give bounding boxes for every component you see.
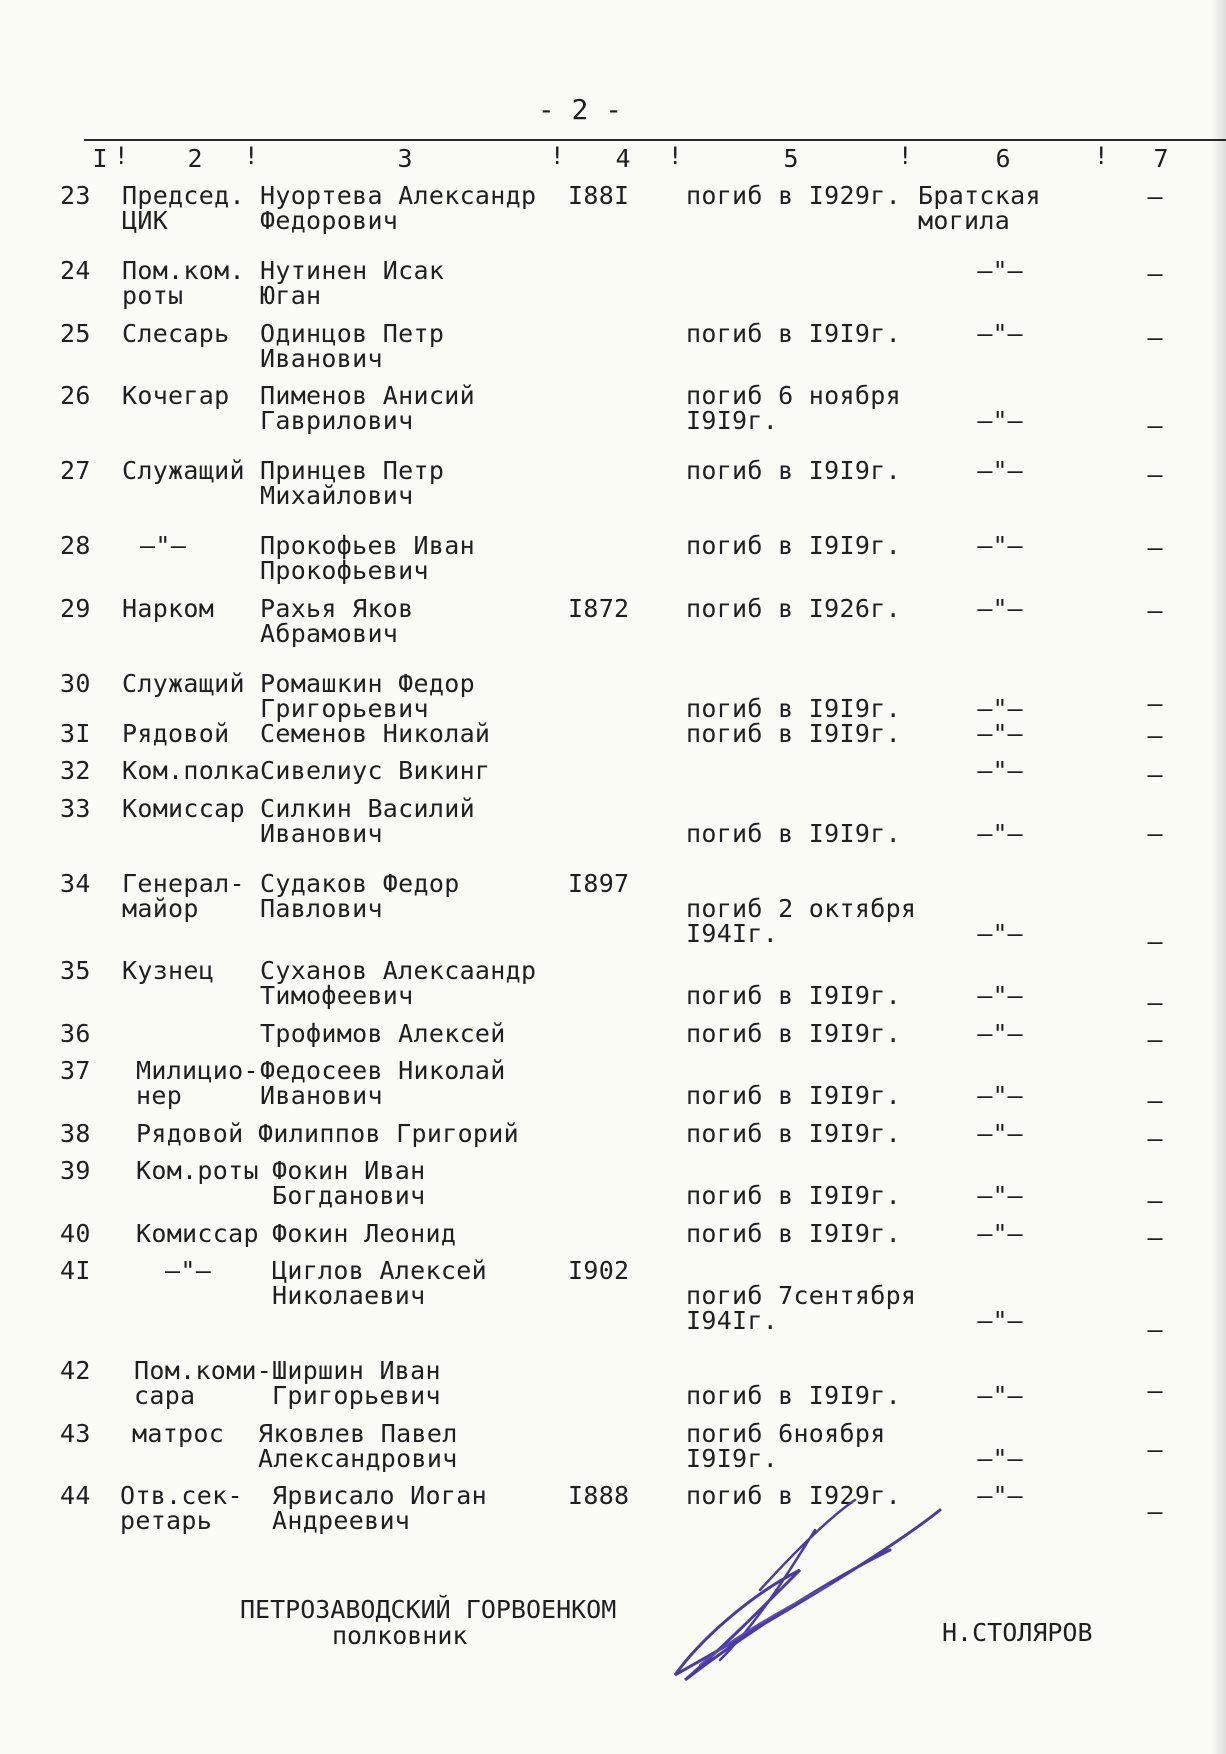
row-col7: – xyxy=(1147,927,1163,956)
row-col7: – xyxy=(1147,182,1163,211)
row-fate: погиб в I926г. xyxy=(686,594,901,623)
row-fate: погиб в I9I9г. xyxy=(686,1019,901,1048)
row-name: Юган xyxy=(260,281,322,310)
row-birth-year: I888 xyxy=(568,1481,630,1510)
row-name: Филиппов Григорий xyxy=(258,1119,519,1148)
row-number: 42 xyxy=(60,1356,91,1385)
handwritten-signature xyxy=(640,1490,990,1690)
row-name: Пименов Анисий xyxy=(260,381,475,410)
row-number: 26 xyxy=(60,381,91,410)
row-burial: –"– xyxy=(977,1219,1023,1248)
row-fate: погиб в I9I9г. xyxy=(686,1119,901,1148)
row-fate: погиб 6ноября xyxy=(686,1419,886,1448)
signature-name: Н.СТОЛЯРОВ xyxy=(942,1618,1093,1647)
row-position: Пом.ком. xyxy=(122,256,245,285)
row-number: 24 xyxy=(60,256,91,285)
row-number: 34 xyxy=(60,869,91,898)
row-col7: – xyxy=(1147,1124,1163,1153)
row-name: Нуортева Александр xyxy=(260,181,537,210)
row-fate: погиб в I9I9г. xyxy=(686,1381,901,1410)
row-burial: –"– xyxy=(977,1306,1023,1335)
row-col7: – xyxy=(1147,1086,1163,1115)
row-name: Тимофеевич xyxy=(260,981,414,1010)
row-number: 38 xyxy=(60,1119,91,1148)
row-col7: – xyxy=(1147,596,1163,625)
row-col7: – xyxy=(1147,1315,1163,1344)
row-burial: –"– xyxy=(977,1181,1023,1210)
row-fate: погиб в I9I9г. xyxy=(686,819,901,848)
row-name: Судаков Федор xyxy=(260,869,460,898)
row-position: сара xyxy=(134,1381,196,1410)
row-fate: I94Iг. xyxy=(686,1306,779,1335)
row-name: Богданович xyxy=(272,1181,426,1210)
row-col7: – xyxy=(1147,689,1163,718)
row-position: Председ. xyxy=(122,181,245,210)
row-name: Гаврилович xyxy=(260,406,414,435)
page-number: - 2 - xyxy=(537,93,623,126)
row-name: Нутинен Исак xyxy=(260,256,445,285)
row-fate: погиб 7сентября xyxy=(686,1281,917,1310)
row-col7: – xyxy=(1147,988,1163,1017)
row-number: 32 xyxy=(60,756,91,785)
row-burial: –"– xyxy=(977,531,1023,560)
row-name: Федосеев Николай xyxy=(260,1056,506,1085)
signature-org: ПЕТРОЗАВОДСКИЙ ГОРВОЕНКОМ xyxy=(240,1595,617,1624)
row-number: 4I xyxy=(60,1256,91,1285)
row-number: 23 xyxy=(60,181,91,210)
row-name: Ромашкин Федор xyxy=(260,669,475,698)
row-position: Комиссар xyxy=(122,794,245,823)
row-birth-year: I88I xyxy=(568,181,630,210)
scan-edge-shadow xyxy=(1212,0,1226,1754)
row-fate: погиб в I9I9г. xyxy=(686,694,901,723)
row-fate: погиб в I9I9г. xyxy=(686,1081,901,1110)
row-position: Комиссар xyxy=(136,1219,259,1248)
header-separator: ! xyxy=(244,142,259,170)
header-separator: ! xyxy=(898,142,913,170)
header-col-4: 4 xyxy=(615,144,631,173)
row-burial: –"– xyxy=(977,1381,1023,1410)
row-col7: – xyxy=(1147,721,1163,750)
row-col7: – xyxy=(1147,1025,1163,1054)
row-name: Суханов Алексаандр xyxy=(260,956,537,985)
row-number: 40 xyxy=(60,1219,91,1248)
row-burial: –"– xyxy=(977,594,1023,623)
row-position: Рядовой xyxy=(122,719,230,748)
row-name: Александрович xyxy=(258,1444,458,1473)
row-burial: –"– xyxy=(977,1119,1023,1148)
row-name: Иванович xyxy=(260,1081,383,1110)
row-position: ЦИК xyxy=(122,206,169,235)
header-separator: ! xyxy=(668,142,683,170)
row-col7: – xyxy=(1147,460,1163,489)
row-position: Нарком xyxy=(122,594,215,623)
row-col7: – xyxy=(1147,411,1163,440)
row-name: Ширшин Иван xyxy=(272,1356,441,1385)
row-col7: – xyxy=(1147,1186,1163,1215)
row-fate: I9I9г. xyxy=(686,406,779,435)
row-col7: – xyxy=(1147,323,1163,352)
row-position: ретарь xyxy=(120,1506,213,1535)
row-burial: могила xyxy=(918,206,1011,235)
row-name: Семенов Николай xyxy=(260,719,491,748)
row-col7: – xyxy=(1147,1223,1163,1252)
row-number: 36 xyxy=(60,1019,91,1048)
header-col-2: 2 xyxy=(187,144,203,173)
row-position: Пом.коми- xyxy=(134,1356,273,1385)
row-position: Слесарь xyxy=(122,319,230,348)
header-col-5: 5 xyxy=(783,144,799,173)
row-burial: –"– xyxy=(977,1019,1023,1048)
row-position: Рядовой xyxy=(136,1119,244,1148)
row-position: Отв.сек- xyxy=(120,1481,243,1510)
row-position: Кузнец xyxy=(122,956,215,985)
row-name: Ярвисало Иоган xyxy=(272,1481,487,1510)
row-burial: –"– xyxy=(977,694,1023,723)
row-col7: – xyxy=(1147,259,1163,288)
row-name: Михайлович xyxy=(260,481,414,510)
row-fate: погиб 6 ноября xyxy=(686,381,901,410)
row-position: нер xyxy=(136,1081,183,1110)
row-col7: – xyxy=(1147,1376,1163,1405)
row-birth-year: I872 xyxy=(568,594,630,623)
row-number: 28 xyxy=(60,531,91,560)
header-separator: ! xyxy=(550,142,565,170)
row-position: Ком.полка xyxy=(122,756,261,785)
row-name: Принцев Петр xyxy=(260,456,445,485)
row-name: Фокин Иван xyxy=(272,1156,426,1185)
row-fate: I94Iг. xyxy=(686,919,779,948)
header-separator: ! xyxy=(114,142,129,170)
row-name: Иванович xyxy=(260,344,383,373)
row-position: –"– xyxy=(140,531,187,560)
header-col-1: I xyxy=(92,144,108,173)
row-number: 44 xyxy=(60,1481,91,1510)
row-name: Николаевич xyxy=(272,1281,426,1310)
row-number: 25 xyxy=(60,319,91,348)
row-burial: –"– xyxy=(977,719,1023,748)
row-burial: –"– xyxy=(977,819,1023,848)
row-burial: –"– xyxy=(977,319,1023,348)
row-fate: погиб в I9I9г. xyxy=(686,1181,901,1210)
row-col7: – xyxy=(1147,533,1163,562)
header-rule xyxy=(84,139,1226,141)
row-col7: – xyxy=(1147,1435,1163,1464)
row-number: 43 xyxy=(60,1419,91,1448)
row-name: Прокофьевич xyxy=(260,556,429,585)
row-col7: – xyxy=(1147,819,1163,848)
row-birth-year: I897 xyxy=(568,869,630,898)
row-name: Сивелиус Викинг xyxy=(260,756,491,785)
row-name: Рахья Яков xyxy=(260,594,414,623)
row-number: 39 xyxy=(60,1156,91,1185)
row-number: 30 xyxy=(60,669,91,698)
row-fate: погиб в I9I9г. xyxy=(686,319,901,348)
row-name: Одинцов Петр xyxy=(260,319,445,348)
row-name: Фокин Леонид xyxy=(272,1219,457,1248)
row-name: Циглов Алексей xyxy=(272,1256,487,1285)
row-position: Милицио- xyxy=(136,1056,259,1085)
row-number: 37 xyxy=(60,1056,91,1085)
row-burial: –"– xyxy=(977,756,1023,785)
row-name: Павлович xyxy=(260,894,383,923)
row-burial: –"– xyxy=(977,1081,1023,1110)
row-col7: – xyxy=(1147,760,1163,789)
row-birth-year: I902 xyxy=(568,1256,630,1285)
row-fate: погиб в I929г. xyxy=(686,181,901,210)
row-fate: I9I9г. xyxy=(686,1444,779,1473)
row-number: 29 xyxy=(60,594,91,623)
row-col7: – xyxy=(1147,1497,1163,1526)
row-name: Григорьевич xyxy=(260,694,429,723)
row-name: Андреевич xyxy=(272,1506,411,1535)
row-burial: Братская xyxy=(918,181,1041,210)
row-fate: погиб 2 октября xyxy=(686,894,917,923)
row-number: 33 xyxy=(60,794,91,823)
row-fate: погиб в I9I9г. xyxy=(686,1219,901,1248)
row-name: Федорович xyxy=(260,206,399,235)
row-name: Силкин Василий xyxy=(260,794,475,823)
row-number: 3I xyxy=(60,719,91,748)
row-position: майор xyxy=(122,894,199,923)
header-col-7: 7 xyxy=(1153,144,1169,173)
row-name: Прокофьев Иван xyxy=(260,531,475,560)
row-name: Трофимов Алексей xyxy=(260,1019,506,1048)
row-burial: –"– xyxy=(977,919,1023,948)
row-burial: –"– xyxy=(977,256,1023,285)
row-burial: –"– xyxy=(977,1481,1023,1510)
row-number: 27 xyxy=(60,456,91,485)
row-position: Генерал- xyxy=(122,869,245,898)
row-number: 35 xyxy=(60,956,91,985)
row-position: Ком.роты xyxy=(136,1156,259,1185)
row-position: Кочегар xyxy=(122,381,230,410)
header-col-6: 6 xyxy=(995,144,1011,173)
row-position: –"– xyxy=(165,1256,212,1285)
row-fate: погиб в I9I9г. xyxy=(686,531,901,560)
row-fate: погиб в I9I9г. xyxy=(686,456,901,485)
row-fate: погиб в I929г. xyxy=(686,1481,901,1510)
row-name: Иванович xyxy=(260,819,383,848)
row-fate: погиб в I9I9г. xyxy=(686,981,901,1010)
row-fate: погиб в I9I9г. xyxy=(686,719,901,748)
row-position: Служащий xyxy=(122,456,245,485)
row-position: роты xyxy=(122,281,184,310)
row-name: Григорьевич xyxy=(272,1381,441,1410)
signature-rank: полковник xyxy=(332,1621,468,1650)
row-burial: –"– xyxy=(977,1444,1023,1473)
row-burial: –"– xyxy=(977,406,1023,435)
row-position: Служащий xyxy=(122,669,245,698)
row-name: Абрамович xyxy=(260,619,399,648)
row-burial: –"– xyxy=(977,981,1023,1010)
row-name: Яковлев Павел xyxy=(258,1419,458,1448)
row-position: матрос xyxy=(132,1419,225,1448)
header-separator: ! xyxy=(1094,142,1109,170)
row-burial: –"– xyxy=(977,456,1023,485)
header-col-3: 3 xyxy=(397,144,413,173)
